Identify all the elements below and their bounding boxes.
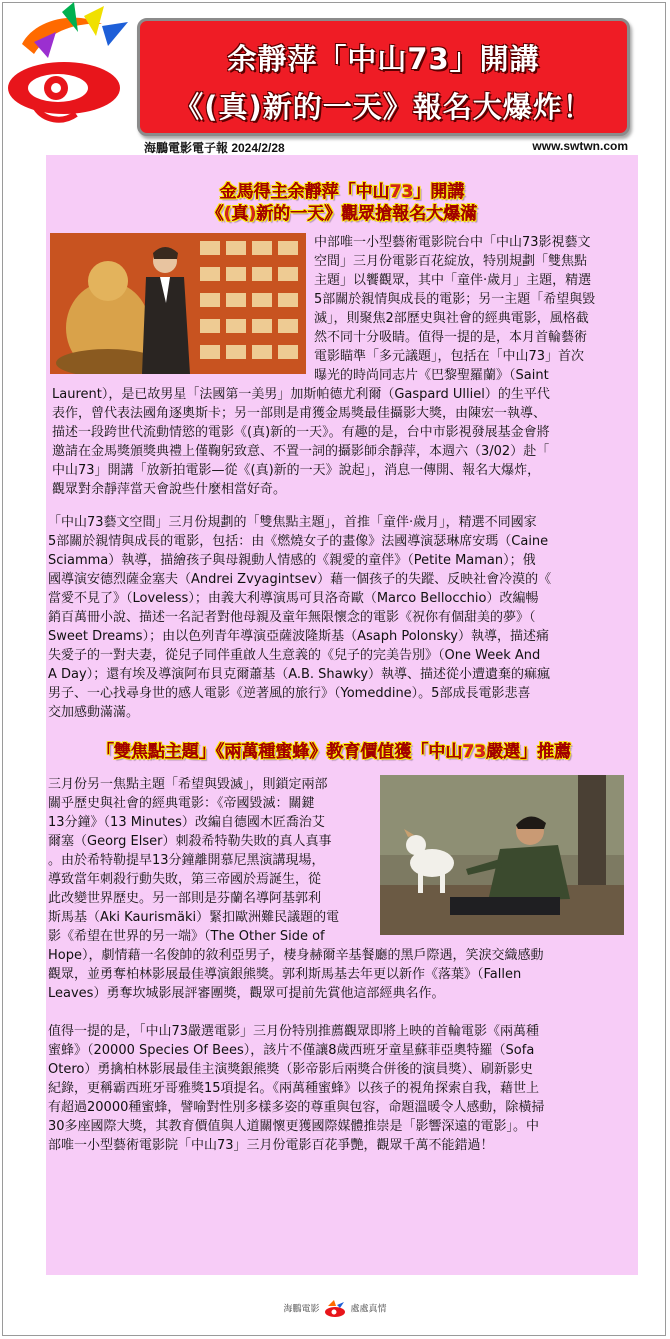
headline1-line1: 金馬得主余靜萍「中山73」開講 <box>219 182 465 202</box>
title-banner <box>137 18 630 136</box>
paragraph2: 「中山73藝文空間」三月份規劃的「雙焦點主題」，首推「童伴‧歲月」，精選不同國家 5部關於親情與成長的電影，包括：由《燃燒女子的畫像》法國導演瑟琳席安瑪（Caine Sciamma）執導，描繪孩子與母親動人情感的《親愛的童伴》（Petite Maman）；俄 國導演安德烈薩金塞夫（Andrei Zvyagintsev）藉一個孩子的失蹤、反映社會冷漠的《 當愛不見了》（Loveless）；由義大利導演馬可貝洛奇歐（Marco Bellocchio）改編暢 銷百萬冊小說、描述一名記者對他母親及童年無限懷念的電影《祝你有個甜美的夢》（ Sweet Dreams）；由以色列青年導演亞薩波隆斯基（Asaph Polonsky）執導，描述痛 失愛子的一對夫妻，從兒子同伴重啟人生意義的《兒子的完美告別》（One Week And A Day）；還有埃及導演阿布貝克爾蕭基（A.B. Shawky）執導、描述從小遭遺棄的痲瘋 男子、一心找尋身世的感人電影《逆著風的旅行》（Yomeddine）。5部成長電影悲喜 交加感動滿滿。 <box>48 515 552 720</box>
site-url[interactable]: www.swtwn.com <box>532 139 628 153</box>
article-photo-man-with-dog <box>380 775 624 935</box>
headline1-line2: 《(真)新的一天》觀眾搶報名大爆滿 <box>206 204 478 224</box>
source-date: 海鵬電影電子報 2024/2/28 <box>144 141 285 155</box>
footer <box>0 1300 670 1318</box>
article-photo-actor-with-statue <box>50 233 306 374</box>
paragraph4: 值得一提的是，「中山73嚴選電影」三月份特別推薦觀眾即將上映的首輪電影《兩萬種 蜜蜂》（20000 Species Of Bees），該片不僅讓8歲西班牙童星蘇菲亞奧特羅（Sofa Otero）勇擒柏林影展最佳主演獎銀熊獎（影帝影后兩獎合併後的演員獎）、刷新影史 紀錄，更稱霸西班牙哥雅獎15項提名。《兩萬種蜜蜂》以孩子的視角探索自我，藉世上 有超過20000種蜜蜂，譬喻對性別多樣多姿的尊重與包容，命題溫暖令人感動，除橫掃 30多座國際大獎，其教育價值與人道關懷更獲國際媒體推崇是「影響深遠的電影」。中 部唯一小型藝術電影院「中山73」三月份電影百花爭艷，觀眾千萬不能錯過！ <box>48 1024 545 1153</box>
banner-title-line1: 余靜萍「中山73」開講 <box>227 42 540 76</box>
footer-left-text: 海鵬電影 <box>283 1303 320 1314</box>
haipeng-logo-icon <box>4 2 134 127</box>
footer-logo-icon <box>324 1300 346 1318</box>
paragraph3-wrapped: 三月份另一焦點主題「希望與毀滅」，則鎖定兩部 關乎歷史與社會的經典電影：《帝國毀滅：關鍵 13分鐘》（13 Minutes）改編自德國木匠喬治艾 爾塞（Georg Elser）刺殺希特勒失敗的真人真事 。由於希特勒提早13分鐘離開慕尼黑演講現場， 導致當年刺殺行動失敗，第三帝國於焉誕生，從 此改變世界歷史。另一部則是芬蘭名導阿基郭利 斯馬基（Aki Kaurismäki）緊扣歐洲難民議題的電 影《希望在世界的另一端》（The Other Side of <box>48 777 340 944</box>
banner-title-line2: 《(真)新的一天》報名大爆炸！ <box>174 90 593 124</box>
paragraph1-full: Laurent），是已故男星「法國第一美男」加斯帕德尤利爾（Gaspard Ulliel）的生平代 表作，曾代表法國角逐奧斯卡；另一部則是甫獲金馬獎最佳攝影大獎，由陳宏一執導、 描述一段跨世代流動情慾的電影《(真)新的一天》。有趣的是，台中市影視發展基金會將 邀請在金馬獎頒獎典禮上僅鞠躬致意、不置一詞的攝影師余靜萍，本週六（3/02）赴「 中山73」開講「放新拍電影—從《(真)新的一天》說起」，消息一傳開、報名大爆炸， 觀眾對余靜萍當天會說些什麼相當好奇。 <box>52 387 550 497</box>
footer-right-text: 處處真情 <box>350 1303 387 1314</box>
paragraph3-full: Hope），劇情藉一名俊帥的敘利亞男子，棲身赫爾辛基餐廳的黑戶際遇，笑淚交織感動 觀眾，並勇奪柏林影展最佳導演銀熊獎。郭利斯馬基去年更以新作《落葉》（Fallen Leaves）勇奪坎城影展評審團獎，觀眾可提前先賞他這部經典名作。 <box>48 948 544 1001</box>
headline2: 「雙焦點主題」《兩萬種蜜蜂》教育價值獲「中山73嚴選」推薦 <box>96 742 572 762</box>
paragraph1-wrapped: 中部唯一小型藝術電影院台中「中山73影視藝文 空間」三月份電影百花綻放，特別規劃「雙焦點 主題」以饗觀眾，其中「童伴‧歲月」主題，精選 5部關於親情與成長的電影；另一主題「希望與毀 滅」，則聚焦2部歷史與社會的經典電影，風格截 然不同十分吸睛。值得一提的是，本月首輪藝術 電影瞄準「多元議題」，包括在「中山73」首次 曝光的時尚同志片《巴黎聖羅蘭》（Saint <box>314 235 596 383</box>
article-panel <box>46 155 638 1275</box>
